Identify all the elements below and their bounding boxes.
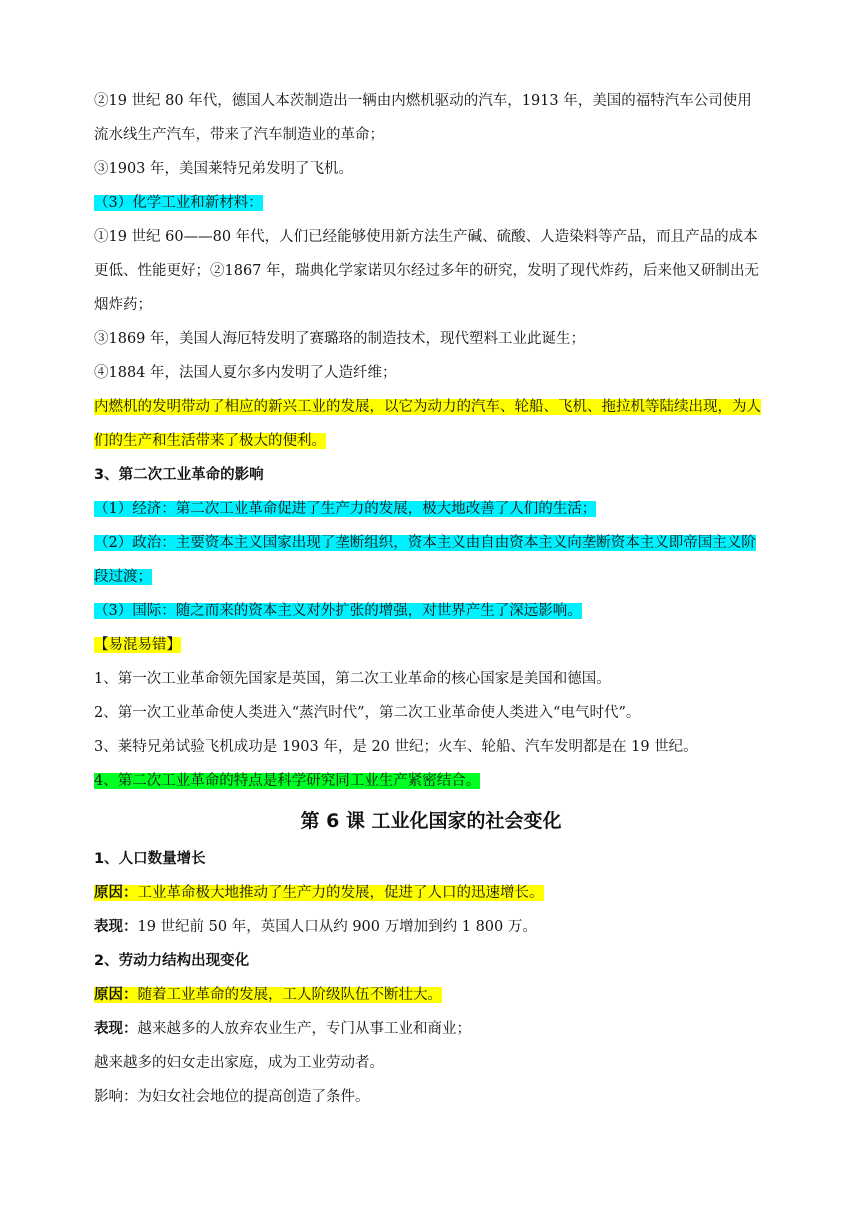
text-line: ③1869 年，美国人海厄特发明了赛璐珞的制造技术，现代塑料工业此诞生； xyxy=(94,331,586,347)
highlight-paragraph xyxy=(94,390,768,458)
list-item: 2、第一次工业革命使人类进入“蒸汽时代”，第二次工业革命使人类进入“电气时代”。 xyxy=(94,705,641,721)
show-text: 19 世纪前 50 年，英国人口从约 900 万增加到约 1 800 万。 xyxy=(137,919,537,935)
highlight-cyan: （3）国际：随之而来的资本主义对外扩张的增强，对世界产生了深远影响。 xyxy=(94,603,582,619)
show-label: 表现： xyxy=(94,1021,138,1037)
text-line: 影响：为妇女社会地位的提高创造了条件。 xyxy=(94,1089,370,1105)
show-line xyxy=(94,910,768,944)
text-line: ②19 世纪 80 年代，德国人本茨制造出一辆由内燃机驱动的汽车，1913 年，美国的福特汽车公司使用 xyxy=(94,93,752,109)
section-heading: 3、第二次工业革命的影响 xyxy=(94,467,264,483)
impact-item xyxy=(94,594,768,628)
highlight-cyan: （1）经济：第二次工业革命促进了生产力的发展，极大地改善了人们的生活； xyxy=(94,501,597,517)
highlight-green: 4、第二次工业革命的特点是科学研究同工业生产紧密结合。 xyxy=(94,773,481,789)
cause-line xyxy=(94,876,768,910)
highlight-yellow: 【易混易错】 xyxy=(94,637,181,653)
impact-item xyxy=(94,526,768,594)
section-heading: 1、人口数量增长 xyxy=(94,851,206,867)
show-text: 越来越多的人放弃农业生产，专门从事工业和商业； xyxy=(137,1021,471,1037)
section-heading: 2、劳动力结构出现变化 xyxy=(94,953,250,969)
highlight-cyan: （2）政治：主要资本主义国家出现了垄断组织，资本主义由自由资本主义向垄断资本主义即帝国主义阶段过渡； xyxy=(94,535,756,585)
list-item: 1、第一次工业革命领先国家是英国，第二次工业革命的核心国家是美国和德国。 xyxy=(94,671,611,687)
cause-text: 随着工业革命的发展，工人阶级队伍不断壮大。 xyxy=(137,987,442,1003)
text-line: 流水线生产汽车，带来了汽车制造业的革命； xyxy=(94,127,384,143)
document-page xyxy=(94,84,768,1114)
highlight-yellow xyxy=(94,885,544,901)
highlight-yellow: 内燃机的发明带动了相应的新兴工业的发展，以它为动力的汽车、轮船、飞机、拖拉机等陆续出现，为人们的生产和生活带来了极大的便利。 xyxy=(94,399,761,449)
cause-label: 原因： xyxy=(94,885,138,901)
paragraph-chemical: ①19 世纪 60——80 年代，人们已经能够使用新方法生产碱、硫酸、人造染料等产品，而且产品的成本更低、性能更好；②1867 年，瑞典化学家诺贝尔经过多年的研究，发明了现代炸药，后来他又研制出无烟炸药； xyxy=(94,229,760,313)
list-item xyxy=(94,764,768,798)
lesson-title: 第 6 课 工业化国家的社会变化 xyxy=(300,810,562,832)
show-line xyxy=(94,1012,768,1046)
impact-item xyxy=(94,492,768,526)
text-line: 越来越多的妇女走出家庭，成为工业劳动者。 xyxy=(94,1055,384,1071)
cause-label: 原因： xyxy=(94,987,138,1003)
list-item: 3、莱特兄弟试验飞机成功是 1903 年，是 20 世纪；火车、轮船、汽车发明都是在 19 世纪。 xyxy=(94,739,698,755)
cause-text: 工业革命极大地推动了生产力的发展，促进了人口的迅速增长。 xyxy=(137,885,544,901)
subheading-chemical xyxy=(94,186,768,220)
show-label: 表现： xyxy=(94,919,138,935)
highlight-yellow xyxy=(94,987,442,1003)
text-line: ③1903 年，美国莱特兄弟发明了飞机。 xyxy=(94,161,354,177)
tag-line xyxy=(94,628,768,662)
highlight-cyan: （3）化学工业和新材料： xyxy=(94,195,263,211)
text-line: ④1884 年，法国人夏尔多内发明了人造纤维； xyxy=(94,365,397,381)
cause-line xyxy=(94,978,768,1012)
